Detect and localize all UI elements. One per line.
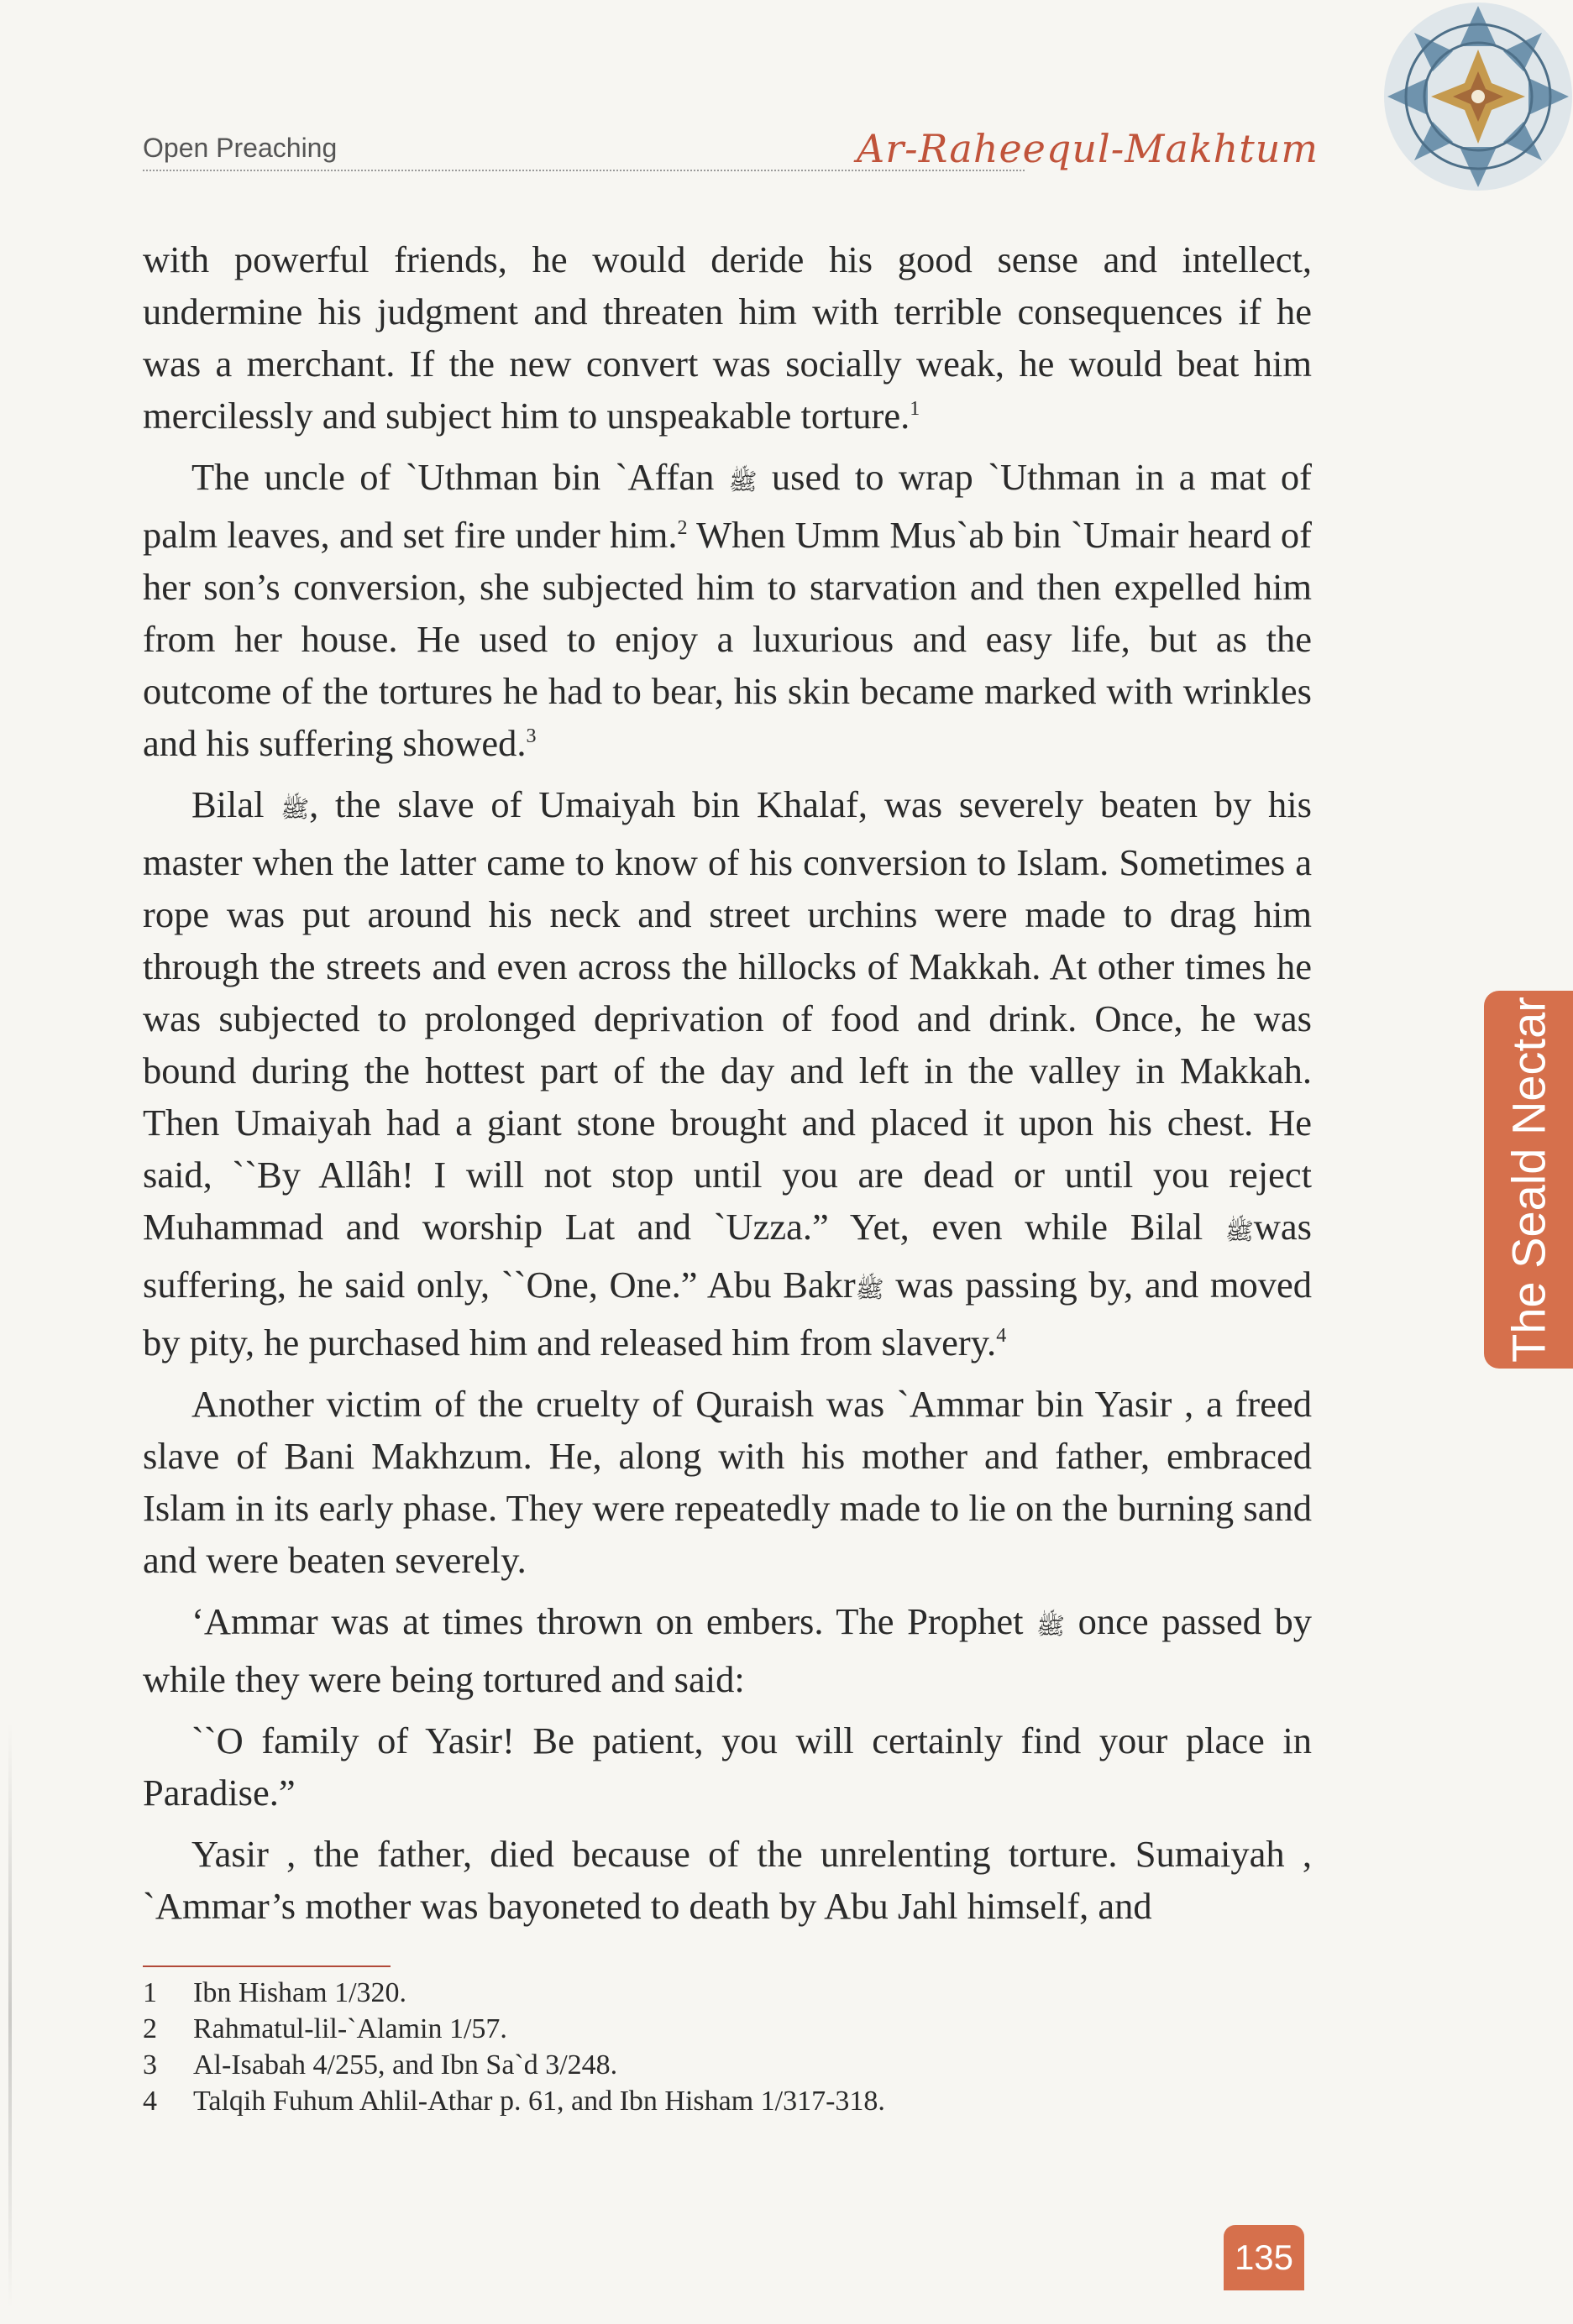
corner-rosette-ornament-icon — [1361, 0, 1573, 202]
paragraph — [143, 778, 1312, 1369]
footnote-ref: 2 — [677, 517, 688, 540]
honorific-icon: ﷺ — [855, 1277, 884, 1303]
footnote-number: 2 — [143, 2013, 157, 2044]
honorific-icon: ﷺ — [1224, 1219, 1254, 1245]
running-header — [143, 126, 1319, 193]
footnote-text: Talqih Fuhum Ahlil-Athar p. 61, and Ibn Hisham 1/317-318. — [193, 2086, 885, 2117]
footnote-ref: 4 — [996, 1325, 1007, 1348]
paragraph — [143, 1595, 1312, 1705]
footnote-item — [143, 2083, 1235, 2119]
paragraph — [143, 233, 1312, 442]
footnote-number: 4 — [143, 2086, 157, 2117]
paragraph-text: with powerful friends, he would deride his good sense and intellect, undermine his judgment and threaten him with terrible consequences if he was a merchant. If the new convert was socially weak, he would beat him mercilessly and subject him to unspeakable torture. — [143, 238, 1312, 437]
footnote-ref: 3 — [526, 725, 537, 748]
honorific-icon: ﷺ — [1036, 1614, 1065, 1640]
honorific-icon: ﷺ — [728, 469, 758, 495]
page-binding-shadow — [8, 1721, 12, 2309]
side-tab-label: The Seald Nectar — [1502, 997, 1555, 1363]
paragraph: Another victim of the cruelty of Quraish was `Ammar bin Yasir , a freed slave of Bani Makhzum. He, along with his mother and father, embraced Islam in its early phase. They were repeatedly made to lie on the burning sand and were beaten severely. — [143, 1383, 1312, 1581]
footnote-number: 1 — [143, 1977, 157, 2008]
paragraph-text: was passing by, and moved by pity, he purchased him and released him from slavery. — [143, 1264, 1312, 1364]
paragraph-text: ‘Ammar was at times thrown on embers. The Prophet — [191, 1600, 1037, 1642]
footnote-item — [143, 1975, 1235, 2011]
side-tab — [1484, 991, 1573, 1369]
paragraph: Yasir , the father, died because of the unrelenting torture. Sumaiyah , `Ammar’s mother was bayoneted to death by Abu Jahl himself, and — [143, 1833, 1312, 1927]
section-label: Open Preaching — [143, 133, 338, 163]
page-number: 135 — [1234, 2238, 1294, 2277]
paragraph-text: , the slave of Umaiyah bin Khalaf, was severely beaten by his master when the latter came to know of his conversion to Islam. Sometimes a rope was put around his neck and street urchins were made to drag him through the streets and even across the hillocks of Makkah. At other times he was subjected to prolonged deprivation of food and drink. Once, he was bound during the hottest part of the day and left in the valley in Makkah. Then Umaiyah had a giant stone brought and placed it upon his chest. He said, ``By Allâh! I will not stop until you are dead or until you reject Muhammad and worship Lat and `Uzza.” Yet, even while Bilal — [143, 783, 1312, 1248]
paragraph-text: once passed by while they were being tortured and said: — [143, 1600, 1312, 1700]
footnote-text: Rahmatul-lil-`Alamin 1/57. — [193, 2013, 507, 2044]
paragraph-text: Bilal — [191, 783, 281, 825]
footnote-item — [143, 2011, 1235, 2047]
paragraph — [143, 451, 1312, 769]
footnotes-list — [143, 1975, 1235, 2119]
main-text — [143, 233, 1312, 1941]
paragraph-text: used to wrap `Uthman in a mat of palm leaves, and set fire under him. — [143, 456, 1312, 556]
footnote-text: Al-Isabah 4/255, and Ibn Sa`d 3/248. — [193, 2049, 618, 2081]
footnote-rule — [143, 1965, 391, 1967]
honorific-icon: ﷺ — [281, 797, 310, 823]
paragraph-text: was suffering, he said only, ``One, One.” Abu Bakr — [143, 1206, 1312, 1306]
paragraph: ``O family of Yasir! Be patient, you will certainly find your place in Paradise.” — [143, 1719, 1312, 1814]
paragraph-text: The uncle of `Uthman bin `Affan — [191, 456, 729, 498]
paragraph-text: When Umm Mus`ab bin `Umair heard of her son’s conversion, she subjected him to starvation and then expelled him from her house. He used to enjoy a luxurious and easy life, but as the outcome of the tortures he had to bear, his skin became marked with wrinkles and his suffering showed. — [143, 514, 1312, 764]
book-title-script: Ar-Raheequl-Makhtum — [856, 126, 1319, 171]
footnote-ref: 1 — [910, 398, 920, 421]
footnote-text: Ibn Hisham 1/320. — [193, 1977, 407, 2008]
footnote-number: 3 — [143, 2049, 157, 2081]
page-number-box — [1224, 2225, 1304, 2290]
footnote-item — [143, 2047, 1235, 2083]
